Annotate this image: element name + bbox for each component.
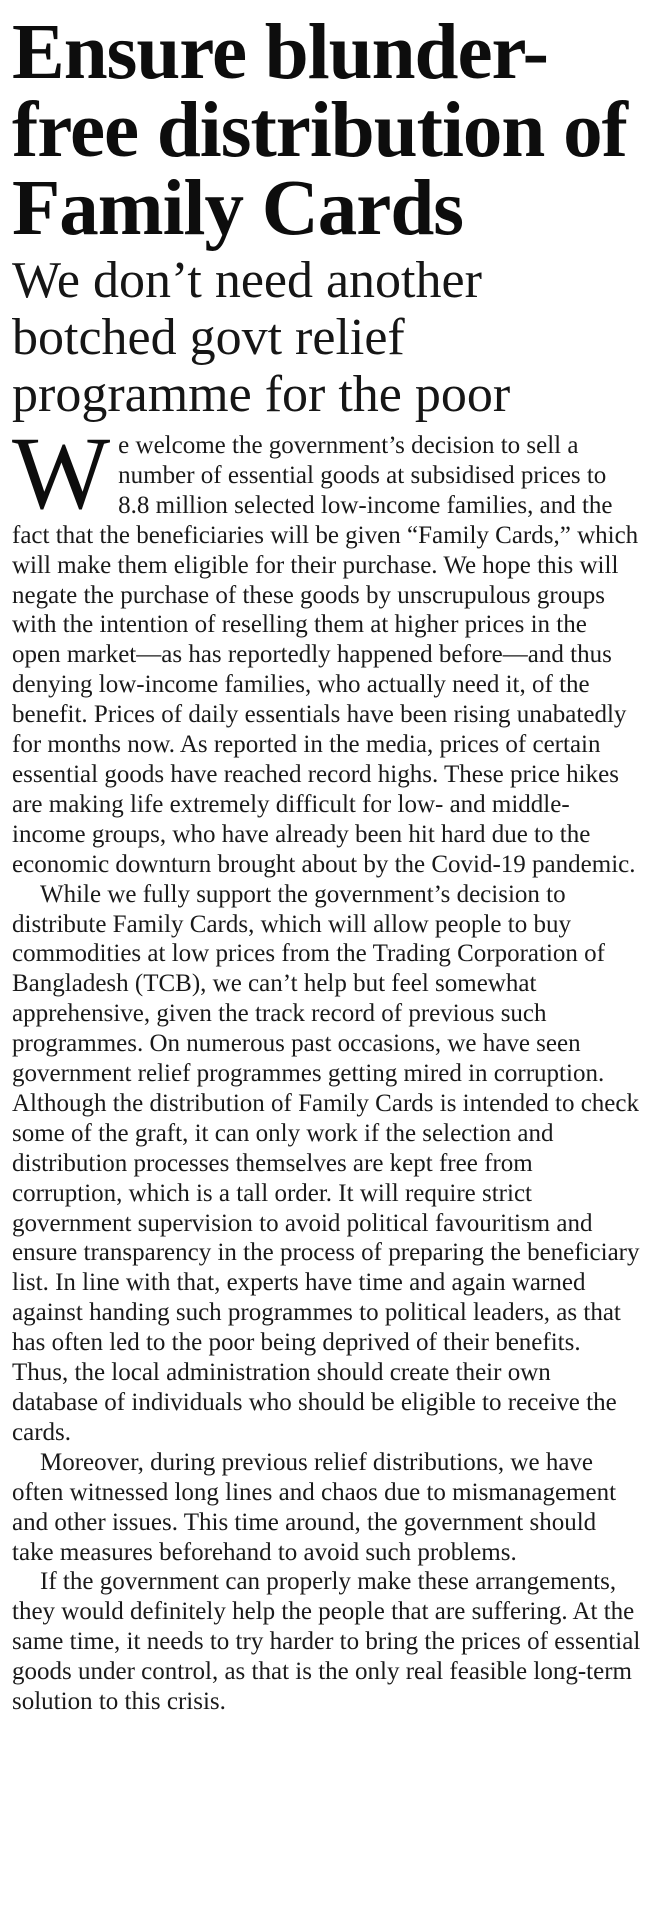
headline: Ensure blunder-free distribution of Family Cards — [12, 9, 627, 252]
article-body — [12, 416, 641, 1717]
subheadline: We don’t need another botched govt relief programme for the poor — [12, 252, 511, 423]
paragraph-2: While we fully support the government’s decision to distribute Family Cards, which will allow people to buy commodities at low prices from the Trading Corporation of Bangladesh (TCB), we can’t help but feel somewhat apprehensive, given the track record of previous such programmes. On numerous past occasions, we have seen government relief programmes getting mired in corruption. Although the distribution of Family Cards is intended to check some of the graft, it can only work if the selection and distribution processes themselves are kept free from corruption, which is a tall order. It will require strict government supervision to avoid political favouritism and ensure transparency in the process of preparing the beneficiary list. In line with that, experts have time and again warned against handing such programmes to political leaders, as that has often led to the poor being deprived of their benefits. Thus, the local administration should create their own database of individuals who should be eligible to receive the cards. — [12, 880, 640, 1446]
paragraph-3: Moreover, during previous relief distributions, we have often witnessed long lines and chaos due to mismanagement and other issues. This time around, the government should take measures beforehand to avoid such problems. — [12, 1448, 617, 1566]
drop-cap: W — [12, 416, 111, 531]
paragraph-4: If the government can properly make these arrangements, they would definitely help the people that are suffering. At the same time, it needs to try harder to bring the prices of essential goods under control, as that is the only real feasible long-term solution to this crisis. — [12, 1568, 641, 1716]
paragraph-1-text: e welcome the government’s decision to sell a number of essential goods at subsidised prices to 8.8 million selected low-income families, and the fact that the beneficiaries will be given “Family Cards,” which will make them eligible for their purchase. We hope this will negate the purchase of these goods by unscrupulous groups with the intention of reselling them at higher prices in the open market—as has reportedly happened before—and thus denying low-income families, who actually need it, of the benefit. Prices of daily essentials have been rising unabatedly for months now. As reported in the media, prices of certain essential goods have reached record highs. These price hikes are making life extremely difficult for low- and middle-income groups, who have already been hit hard due to the economic downturn brought about by the Covid-19 pandemic. — [12, 432, 639, 878]
paragraph-1 — [12, 416, 641, 880]
